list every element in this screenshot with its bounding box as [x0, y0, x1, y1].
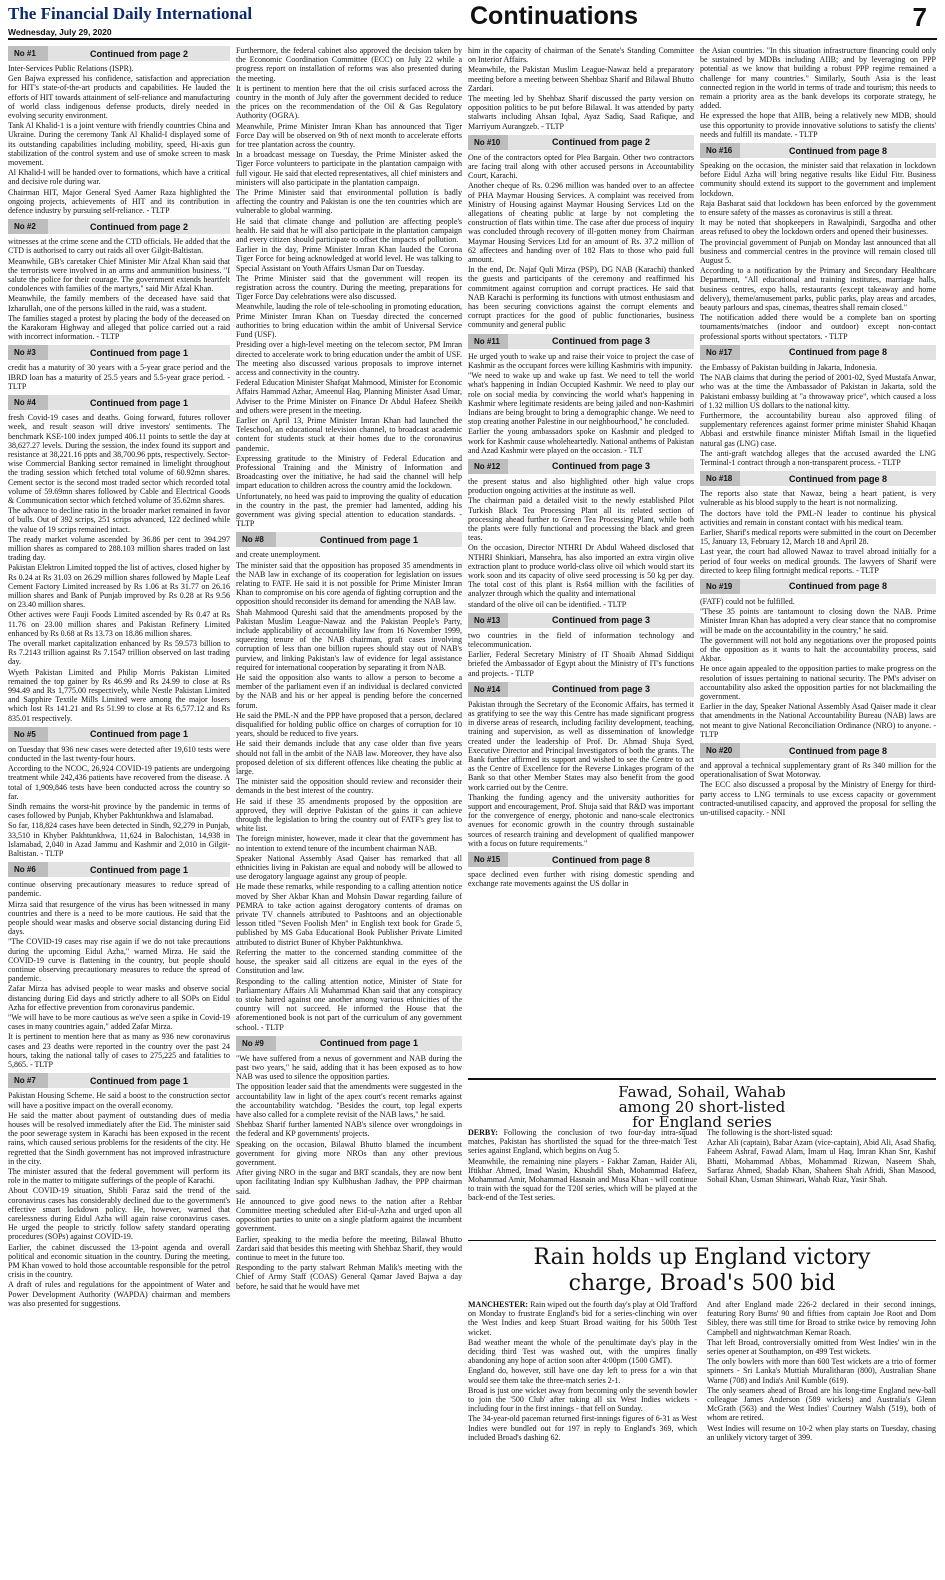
column-3	[468, 46, 694, 1124]
paragraph: "We need to wake up and wake up fast. We need to tell the world what's happening in Indian Occupied Kashmir. We need to play our role on social media by convincing the world what's happening in Kashmir where legitimate residents are being jailed and non-Kashmiri Indians are being brought to bring a demographic change. We need to stop creating another Palestine in our neighbourhood," he concluded.	[468, 371, 694, 427]
paragraph: He announced to give good news to the nation after a Rehbar Committee meeting scheduled after Eid-ul-Azha and urged upon all opposition parties to unite on a single platform against the incumbent government.	[236, 1196, 462, 1234]
paragraph: The only seamers ahead of Broad are his long-time England new-ball colleague James Anderson (589 wickets) and Australia's Glenn McGrath (563) and the West Indies' Courtney Walsh (519), both of whom are retired.	[707, 1385, 936, 1423]
story	[8, 395, 230, 723]
paragraph	[468, 1300, 697, 1337]
paragraph: The chairman paid a detailed visit to the newly established Pilot Turkish Black Tea Processing Plant all its related section of processing ahead further to Green Tea Processing Plant, while both the plants were fully functional and processing the black and green teas.	[468, 496, 694, 543]
story	[8, 1073, 230, 1308]
paragraph: The Prime Minister said that environmental pollution is badly affecting the country and Pakistan is one the ten countries which are vulnerable to global warming.	[236, 188, 462, 216]
paragraph: Furthermore, the federal cabinet also approved the decision taken by the Economic Coordination Committee (ECC) on July 22 while a progress report on installation of reforms was also presented during the meeting.	[236, 46, 462, 83]
paragraph: He said the matter about payment of outstanding dues of media houses will be resolved immediately after the Eid. The minister said the poor sewerage system in Karachi has been exposed in the recent rains, which caused serious problems for the residents of the city. He regretted that the Sindh government has not improved infrastructure in the city.	[8, 1110, 230, 1166]
section-title: Continuations	[470, 2, 639, 30]
paragraph: the Asian countries. "In this situation infrastructure financing could only be sustained by MDBs including AIIB; and by leveraging on PPP potential as we know that building a robust PPP regime remained a challenge for many countries." Similarly, South Asia is the least connected region in the world in terms of trade and tourism; this needs to remain a priority area as the bank develops its corporate strategy, he added.	[700, 46, 936, 111]
paragraph: continue observing precautionary measures to reduce spread of pandemic.	[8, 880, 230, 899]
story	[700, 471, 936, 575]
paragraph: Responding to the party stalwart Rehman Malik's meeting with the Chief of Army Staff (COAS) General Qamar Javed Bajwa a day before, he said that he would have met	[236, 1263, 462, 1291]
paragraph: He said their demands include that any case older than five years should not fall in the ambit of the NAB law. Moreover, they have also proposed deletion of six different offences like cheating the public at large.	[236, 739, 462, 777]
paragraph: He said the PML-N and the PPP have proposed that a person, declared disqualified for holding public office on charges of corruption for 10 years, should be reduced to five years.	[236, 710, 462, 739]
paragraph	[468, 1128, 697, 1156]
headline-line: Rain holds up England victory	[533, 1245, 871, 1270]
paragraph: Chairman HIT, Major General Syed Aamer Raza highlighted the ongoing projects, achievements of HIT and its contribution in defence industry by pursuing self-reliance. - TLTP	[8, 187, 230, 216]
story	[8, 862, 230, 1069]
paragraph: the Embassy of Pakistan building in Jakarta, Indonesia.	[700, 362, 878, 372]
headline-line: charge, Broad's 500 bid	[568, 1271, 836, 1296]
paragraph: The ready market volume ascended by 36.86 per cent to 394.297 million shares as compared to 288.103 million shares traded on last trading day.	[8, 534, 230, 563]
paragraph: Responding to the calling attention notice, Minister of State for Parliamentary Affairs Ali Muhammad Khan said that any conspiracy to stoke hatred against one another among various ethnicities of the country will not succeed. He informed the House that the aforementioned book is not part of the curriculum of any government school. - TLTP	[236, 976, 462, 1032]
continued-label: Continued from page 3	[551, 615, 650, 626]
continued-label: Continued from page 3	[551, 336, 650, 347]
story-header[interactable]	[468, 613, 694, 628]
paragraph: The overall market capitalization enhanced by Rs 59.573 billion to Rs 7.2143 trillion against Rs 7.1547 trillion observed on last trading day.	[8, 638, 230, 667]
paragraph: He said that climate change and pollution are affecting people's health. He said that he will also participate in the plantation campaign and every citizen should participate to offset the impacts of pollution.	[236, 216, 462, 245]
story-number: No #15	[468, 852, 508, 867]
paragraph: Meanwhile, the remaining nine players - Fakhar Zaman, Haider Ali, Iftikhar Ahmed, Imad Wasim, Khushdil Shah, Mohammad Hafeez, Mohammad Amir, Mohammad Hasnain and Musa Khan - will continue to train with the squad for the T20I series, which will be played at the back-end of the Test series.	[468, 1156, 697, 1203]
story-number: No #1	[8, 46, 48, 61]
paragraph: Shehbaz Sharif further lamented NAB's silence over wrongdoings in the federal and KP governments' projects.	[236, 1120, 462, 1139]
headline-line: Fawad, Sohail, Wahab	[618, 1083, 786, 1101]
paragraph: Last year, the court had allowed Nawaz to travel abroad initially for a period of four weeks on medical grounds. The lawyers of Sharif were directed to keep filing fortnight medical reports. - TLTP	[700, 547, 936, 575]
paragraph: Pakistan Housing Scheme. He said a boost to the construction sector will have a positive impact on the overall economy.	[8, 1091, 230, 1110]
paragraph: Earlier in the day, Speaker National Assembly Asad Qaiser made it clear that amendments in the National Accountability Bureau (NAB) laws are not meant to give National Reconciliation Ordinance (NRO) to anyone. - TLTP	[700, 702, 936, 739]
paragraph: Speaking on the occasion, Bilawal Bhutto blamed the incumbent government for giving more NROs than any other previous government.	[236, 1139, 462, 1167]
paragraph: The only bowlers with more than 600 Test wickets are a trio of former spinners - Sri Lanka's Muttiah Muralitharan (800), Australian Shane Warne (708) and India's Anil Kumble (619).	[707, 1357, 936, 1385]
paragraph: Gen Bajwa expressed his confidence, satisfaction and appreciation for HIT's state-of-the-art products and capabilities. He lauded the efforts of HIT towards attainment of self-reliance and manufacturing of world class indigenous defense products, direly needed in evolving security environment.	[8, 74, 230, 121]
paragraph: The advance to decline ratio in the broader market remained in favor of bulls. Out of 392 scrips, 251 scrips advanced, 122 declined while the value of 19 scrips remained intact.	[8, 506, 230, 534]
paragraph: It is pertinent to mention here that the oil crisis surfaced across the country in the month of July after the government decided to reduce the prices on the recommendation of the Oil & Gas Regulatory Authority (OGRA).	[236, 83, 462, 121]
page-number: 7	[912, 2, 927, 32]
paragraph: "The COVID-19 cases may rise again if we do not take precautions during the upcoming Eidul Azha," warned Mirza. He said the COVID-19 curve is flattening in the country, but people should continue observing precautionary measures to reduce the spread of pandemic.	[8, 937, 230, 984]
continued-label: Continued from page 1	[89, 864, 188, 875]
story-number: No #20	[700, 743, 740, 758]
continued-label: Continued from page 2	[89, 221, 188, 232]
story-header[interactable]	[700, 471, 936, 486]
paragraph: West Indies will resume on 10-2 when play starts on Tuesday, chasing an unlikely victory target of 399.	[707, 1423, 936, 1442]
continued-label: Continued from page 3	[551, 684, 650, 695]
story	[236, 1036, 462, 1291]
paragraph: fresh Covid-19 cases and deaths. Going forward, futures rollover week, and result season will drive investors' sentiments. The benchmark KSE-100 index jumped 406.11 points to settle the day at 38,627.27 levels. During the session, the index found its support and resistance at 38,221.16 ppts and 38,700.96 ppts, respectively. Sector-wise Commercial Banking sector remained in limelight throughout the trading session which fetched total volume of 60.92mn shares. Cement sector is the second most traded sector which recorded total volume of 59.69mn shares followed by Cable and Electrical Goods & Communication sector which fetched volume of 35.62mn shares.	[8, 413, 230, 505]
story-header[interactable]	[8, 345, 230, 360]
paragraph: England do, however, still have one day left to press for a win that would see them take the three-match series 2-1.	[468, 1366, 697, 1385]
paragraph: According to the NCOC, 26,924 COVID-19 patients are undergoing treatment while 242,436 patients have recovered from the disease. A total of 1,909,846 tests have been conducted across the country so far.	[8, 764, 230, 801]
paragraph: The notification added there would be a complete ban on sporting tournaments/matches (indoor and outdoor) except non-contact professional sports without spectators. - TLTP	[700, 313, 936, 341]
story-header[interactable]	[468, 852, 694, 867]
paragraph: Federal Education Minister Shafqat Mahmood, Minister for Economic Affairs Hammad Azhar, Ameenul Haq, Planning Minister Asad Umar, Adviser to the Prime Minister on Finance Dr Abdul Hafeez Sheikh and others were present in the meeting.	[236, 378, 462, 415]
paragraph: on Tuesday that 936 new cases were detected after 19,610 tests were conducted in the last twenty-four hours.	[8, 744, 230, 763]
paragraph: Mirza said that resurgence of the virus has been witnessed in many countries and there is a need to be more cautious. He said that the people should wear masks and observe social distancing during Eid days.	[8, 899, 230, 937]
paragraph: The opposition leader said that the amendments were suggested in the accountability law in light of the apex court's recent remarks against the accountability watchdog. "Besides the court, top legal experts have also called for a complete revisit of the NAB laws," he said.	[236, 1082, 462, 1119]
story	[8, 46, 230, 215]
story-number: No #17	[700, 345, 740, 360]
paragraph: About COVID-19 situation, Shibli Faraz said the trend of the coronavirus cases has considerably declined due to the government's effective smart lockdown policy. He, however, warned that carelessness during Eidul Azha will again raise coronavirus cases. He urged the people to strictly follow safety standard operating procedures (SOPs) against COVID-19.	[8, 1186, 230, 1242]
paragraph: So far, 118,824 cases have been detected in Sindh, 92,279 in Punjab, 33,510 in Khyber Pakhtunkhwa, 11,624 in Balochistan, 14,938 in Islamabad, 2,040 in Azad Jammu and Kashmir and 2,010 in Gilgit-Baltistan. - TLTP	[8, 821, 230, 859]
story	[468, 334, 694, 455]
paragraph: After giving NRO in the sugar and BRT scandals, they are now bent upon facilitating Indian spy Kulbhushan Jadhav, the PPP chairman said.	[236, 1168, 462, 1196]
story-header[interactable]	[468, 459, 694, 474]
story	[8, 219, 230, 341]
continued-label: Continued from page 8	[788, 145, 887, 156]
paragraph: Shah Mahmood Qureshi said that the amendments proposed by the Pakistan Muslim League-Nawaz and the Pakistan People's Party, include applicability of accountability law from 16 November 1999, squeezing tenure of the NAB chairman, graft cases involving corruption of less than one billion rupees should stay out of NAB's purview, and linking Pakistan's law of evidence for legal assistance required for international cooperation by separating it from NAB.	[236, 607, 462, 672]
story-number: No #3	[8, 345, 48, 360]
column-1	[8, 46, 230, 1574]
story-header[interactable]	[468, 682, 694, 697]
paragraph: According to a notification by the Primary and Secondary Healthcare Department, "All educational and training institutes, marriage halls, business centres, expo halls, restaurants (except takeaway and home delivery), theme/amusement parks, public parks, play areas and arcades, beauty parlours and spas, cinemas, theatres shall remain closed."	[700, 266, 936, 313]
masthead-rule	[8, 38, 937, 40]
paragraph: standard of the olive oil can be identified. - TLTP	[468, 599, 627, 609]
paragraph: Earlier, speaking to the media before the meeting, Bilawal Bhutto Zardari said that besides this meeting with Shehbaz Sharif, they would continue to meet in the future too.	[236, 1234, 462, 1262]
paragraph: him in the capacity of chairman of the Senate's Standing Committee on Interior Affairs.	[468, 46, 694, 65]
paragraph: Tank Al Khalid-1 is a joint venture with friendly countries China and Ukraine. During the ceremony Tank Al Khalid-I displayed some of its outstanding capabilities including mobility, speed, Hi-axis gun stabilization of the control system and use of smoke screen to mask movement.	[8, 121, 230, 168]
paragraph: (FATF) could not be fulfilled.	[700, 596, 795, 606]
story-header[interactable]	[8, 46, 230, 61]
dateline: MANCHESTER:	[468, 1300, 529, 1309]
paragraph: He said if these 35 amendments proposed by the opposition are approved, they will deprive Pakistan of the gains it can achieve through the legislation to bring the country out of FATF's grey list to white list.	[236, 796, 462, 834]
story	[700, 743, 936, 817]
paragraph: the present status and also highlighted other high value crops production ongoing activities at the institute as well.	[468, 476, 694, 496]
paragraph: The meeting led by Shehbaz Sharif discussed the party version on opposition politics to be put before Bilawal. It was attended by party stalwarts including Ahsan Iqbal, Ayaz Sadiq, Saad Rafique, and Marriyum Aurangzeb. - TLTP	[468, 94, 694, 131]
story-body	[468, 1300, 936, 1443]
paragraph: Inter-Services Public Relations (ISPR).	[8, 64, 134, 73]
paragraph: Zafar Mirza has advised people to wear masks and observe social distancing during Eid days and strictly adhere to all SOPs on Eidul Azha for effective prevention from coronavirus pandemic.	[8, 984, 230, 1012]
story	[468, 46, 694, 131]
paragraph: Broad is just one wicket away from becoming only the seventh bowler to join the '500 Club' after taking all six West Indies wickets - including four in the first innings - that fell on Sunday.	[468, 1385, 697, 1414]
story-body	[468, 1128, 936, 1203]
paragraph: Pakistan through the Secretary of the Economic Affairs, has termed it as gratifying to see the way this Centre has made significant progress in diverse areas of research, including facility development, teaching, training and supervision, as well as dissemination of knowledge created under the leadership of Prof. Dr. Ahmad Shuja Syed, Executive Director and Principal Investigators of both the grants. The Bank further affirmed its support and wished to see the Centre to act as the Centre of Excellence for the Reverse Linkages program of the Bank so that other Member States may also benefit from the good work carried out by the Centre.	[468, 699, 694, 792]
story	[468, 613, 694, 678]
headline-line: among 20 short-listed	[618, 1098, 786, 1116]
column-4	[700, 46, 936, 1124]
paragraph: The families staged a protest by placing the body of the deceased on the Karakoram Highway and alleged that police carried out a raid with incorrect information. - TLTP	[8, 313, 230, 342]
paragraph: Earlier, Sharif's medical reports were submitted in the court on December 15, January 13, February 12, March 18 and April 28.	[700, 527, 936, 547]
paragraph: Speaking on the occasion, the minister said that relaxation in lockdown before Eidul Azha will bring negative results like Eidul Fitr. Business community should extend its support to the government and implement lockdown.	[700, 161, 936, 198]
story-header[interactable]	[700, 143, 936, 158]
paragraph: Bad weather meant the whole of the penultimate day's play in the deciding third Test was washed out, with the umpires finally abandoning any hope of action soon after 4:00pm (1500 GMT).	[468, 1337, 697, 1366]
paragraph: Al Khalid-I will be handed over to formations, which have a critical and decisive role during war.	[8, 168, 230, 187]
story-number: No #12	[468, 459, 508, 474]
paragraph: Thanking the funding agency and the university authorities for support and encouragement, Prof. Shuja said that R&D was important for the convergence of energy, photonic and nano-scale electronics avenues for economic growth in the country through sustainable sources of research training and development of qualified manpower with a focus on future requirements."	[468, 792, 694, 848]
story-header[interactable]	[8, 1073, 230, 1088]
story-header[interactable]	[8, 219, 230, 234]
paragraph: and create unemployment.	[236, 550, 321, 560]
story-number: No #9	[236, 1036, 276, 1051]
continued-label: Continued from page 8	[788, 347, 887, 358]
story-header[interactable]	[8, 395, 230, 410]
paragraph: Raja Basharat said that lockdown has been enforced by the government to ensure safety of the masses as coronavirus is still a threat.	[700, 198, 936, 218]
paragraph: space declined even further with rising domestic spending and exchange rate movements against the US dollar in	[468, 870, 694, 889]
story-number: No #13	[468, 613, 508, 628]
paragraph: The Prime Minister said that the government will reopen its registration across the country. During the meeting, preparations for Tiger Force Day celebrations were also discussed.	[236, 273, 462, 302]
paragraph: Meanwhile, Prime Minister Imran Khan has announced that Tiger Force Day will be observed on 9th of next month to accelerate efforts for tree plantation across the country.	[236, 121, 462, 150]
paragraph: The minister said that the opposition has proposed 35 amendments in the NAB law in exchange of its cooperation for legislation on issues relating to FATF. He said it is not possible for Prime Minister Imran Khan to compromise on his core agenda of fighting corruption and the opposition should reconsider its demand for amending the NAB law.	[236, 560, 462, 607]
story-number: No #5	[8, 727, 48, 742]
paragraph: Earlier on April 13, Prime Minister Imran Khan had launched the Teleschool, an educational television channel, to broadcast academic content for students stuck at their homes due to the coronavirus pandemic.	[236, 415, 462, 453]
paragraph: In a broadcast message on Tuesday, the Prime Minister asked the Tiger Force volunteers to participate in the plantation campaign with full vigour. He said that elected representatives, all chief ministers and ministers will also participate in the plantation campaign.	[236, 150, 462, 187]
continued-label: Continued from page 8	[788, 581, 887, 592]
continued-label: Continued from page 1	[89, 347, 188, 358]
paragraph: Pakistan Elektron Limited topped the list of actives, closed higher by Rs 0.24 at Rs 31.03 on 26.29 million shares followed by Maple Leaf Cement Factory Limited increased by Rs 1.06 at Rs 31.77 on 26.16 million shares and Bank of Punjab improved by Rs 0.28 at Rs 9.56 on 23.40 million shares.	[8, 563, 230, 610]
story-header[interactable]	[8, 862, 230, 877]
paragraph: Unfortunately, no heed was paid to improving the quality of education in the country in the past, the premier had lamented, adding his government was giving special attention to education standards. - TLTP	[236, 491, 462, 529]
paragraph: Azhar Ali (captain), Babar Azam (vice-captain), Abid Ali, Asad Shafiq, Faheem Ashraf, Fawad Alam, Imam ul Haq, Imran Khan Snr, Kashif Bhatti, Mohammad Abbas, Mohammad Rizwan, Naseem Shah, Sarfaraz Ahmed, Shadab Khan, Shaheen Shah Afridi, Shan Masood, Sohail Khan, Usman Shinwari, Wahab Riaz, Yasir Shah.	[707, 1138, 936, 1185]
story	[8, 345, 230, 391]
paragraph: He expressed the hope that AIIB, being a relatively new MDB, should use this opportunity to provide innovative solutions to satisfy the clients' needs and fulfill its mandate. - TLTP	[700, 111, 936, 139]
continued-label: Continued from page 8	[551, 854, 650, 865]
paragraph: credit has a maturity of 30 years with a 5-year grace period and the IBRD loan has a maturity of 25.5 years and 5.5-year grace period. - TLTP	[8, 363, 230, 391]
paragraph: It may be noted that shopkeepers in Rawalpindi, Sargodha and other areas refused to obey the lockdown orders and opened their businesses.	[700, 218, 936, 237]
paragraph: The provincial government of Punjab on Monday last announced that all business and commercial centres in the province will remain closed till August 5.	[700, 237, 936, 266]
paragraph: That left Broad, controversially omitted from West Indies' win in the series opener at Southampton, on 499 Test wickets.	[707, 1337, 936, 1357]
masthead	[0, 0, 945, 40]
paragraph: The 34-year-old paceman returned first-innings figures of 6-31 as West Indies were bundled out for 197 in reply to England's 369, which included Broad's dashing 62.	[468, 1414, 697, 1442]
column-2	[236, 46, 462, 1574]
paragraph: and approval a technical supplementary grant of Rs 340 million for the operationalisation of Swat Motorway.	[700, 761, 936, 780]
story-number: No #14	[468, 682, 508, 697]
story-header[interactable]	[700, 345, 936, 360]
paragraph: He said the opposition also wants to allow a person to become a member of the parliament even if an individual is declared convicted by the NAB and his or her appeal is pending before the concerned forum.	[236, 673, 462, 710]
story	[468, 682, 694, 848]
continued-label: Continued from page 1	[89, 1075, 188, 1086]
story-number: No #2	[8, 219, 48, 234]
continued-label: Continued from page 1	[319, 534, 418, 545]
continued-label: Continued from page 8	[788, 745, 887, 756]
paragraph: Sindh remains the worst-hit province by the pandemic in terms of cases followed by Punjab, Khyber Pakhtunkhwa and Islamabad.	[8, 802, 230, 821]
story-header[interactable]	[700, 743, 936, 758]
story	[700, 579, 936, 739]
paper-name[interactable]: The Financial Daily International	[8, 4, 253, 23]
story-number: No #6	[8, 862, 48, 877]
story-header[interactable]	[468, 334, 694, 349]
paragraph: Earlier, Federal Secretary Ministry of IT Shoaib Ahmad Siddiqui briefed the Ambassador of Egypt about the Ministry of IT's functions and projects. - TLTP	[468, 650, 694, 678]
story-header[interactable]	[8, 727, 230, 742]
paragraph: He once again appealed to the opposition parties to make progress on the resolution of issues pertaining to national security. The PM's adviser on accountability also asked the opposition parties for not blackmailing the government.	[700, 664, 936, 701]
paragraph-text: Following the conclusion of two four-day intra-squad matches, Pakistan has shortlisted the squad for the three-match Test series against England, which begins on Aug 5.	[468, 1128, 697, 1156]
paragraph: The government will not hold any negotiations over the proposed points of the opposition as it wants to halt the accountability process, said Akbar.	[700, 635, 936, 664]
paragraph: The following is the short-listed squad:	[707, 1128, 833, 1137]
paragraph: The reports also state that Nawaz, being a heart patient, is very vulnerable as his blood supply to the heart is not normalizing.	[700, 489, 936, 508]
paragraph: It is pertinent to mention here that as many as 936 new coronavirus cases and 23 deaths were reported in the country over the past 24 hours, taking the national tally of cases to 275,225 and fatalities to 5,865. - TLTP	[8, 1032, 230, 1070]
continued-label: Continued from page 3	[551, 461, 650, 472]
paragraph: Expressing gratitude to the Ministry of Federal Education and Professional Training and the Ministry of Information and Broadcasting over the initiative, he had said the channel will help impart education to children across the country amid the lockdown.	[236, 453, 462, 491]
paragraph: Earlier, the cabinet discussed the 13-point agenda and overall political and economic situation in the country. During the meeting, PM Khan vowed to hold those accountable responsible for the petrol crisis in the country.	[8, 1242, 230, 1280]
continued-label: Continued from page 1	[89, 729, 188, 740]
paragraph: The NAB claims that during the period of 2001-02, Syed Mustafa Anwar, who was at the time the Ambassador of Pakistan in Jakarta, sold the Pakistani embassy building at "a throwaway price", which caused a loss of 1.32 million US dollars to the national kitty.	[700, 373, 936, 410]
paragraph: The minister assured that the federal government will perform its role in the matter to mitigate sufferings of the people of Karachi.	[8, 1166, 230, 1186]
story	[236, 46, 462, 528]
paragraph: two countries in the field of information technology and telecommunication.	[468, 630, 694, 649]
paragraph: Wyeth Pakistan Limited and Philip Morris Pakistan Limited remained the top gainer by Rs 46.99 and Rs 24.99 to close at Rs 994.49 and Rs 1,775.00 respectively, while Nestle Pakistan Limited and Sapphire Textile Mills Limited were among the major losers which lost Rs 141.21 and Rs 51.99 to close at Rs 6,577.12 and Rs 835.01 respectively.	[8, 667, 230, 723]
headline-line: for England series	[632, 1113, 772, 1131]
paragraph: The foreign minister, however, made it clear that the government has no intention to extend tenure of the incumbent chairman NAB.	[236, 834, 462, 853]
paragraph-text: Rain wiped out the fourth day's play at Old Trafford on Monday to frustrate England's bid for a series-clinching win over the West Indies and keep Stuart Broad waiting for his 500th Test wicket.	[468, 1300, 697, 1337]
story-number: No #8	[236, 532, 276, 547]
paragraph: A draft of rules and regulations for the appointment of Water and Power Development Authority (WAPDA) chairman and members was also presented for suggestions.	[8, 1280, 230, 1308]
story	[468, 459, 694, 609]
paragraph: The minister said the opposition should review and reconsider their demands in the best interest of the country.	[236, 777, 462, 796]
story	[236, 532, 462, 1031]
story	[468, 135, 694, 330]
story	[700, 143, 936, 341]
paragraph: In the end, Dr. Najaf Quli Mirza (PSP), DG NAB (Karachi) thanked the guests and participants of the ceremony and reaffirmed his commitment against corruption and corrupt practices. He said that NAB Karachi is performing its functions with utmost enthusiasm and has been securing convictions against the corrupt elements and corrupt practices for the good of public functionaries, business community and general public	[468, 265, 694, 330]
paragraph: One of the contractors opted for Plea Bargain. Other two contractors are facing trail along with other accused persons in Accountability Court, Karachi.	[468, 152, 694, 181]
story-header[interactable]	[700, 579, 936, 594]
continued-label: Continued from page 8	[788, 473, 887, 484]
paragraph: The ECC also discussed a proposal by the Ministry of Energy for third-party access to LNG terminals to use excess capacity or government contracted-unutilised capacity, and approved the proposal for selling the un-utilised capacity. - NNI	[700, 780, 936, 818]
masthead-left	[8, 4, 308, 37]
paragraph: "These 35 points are tantamount to closing down the NAB. Prime Minister Imran Khan has adopted a very clear stance that no compromise will be made on the accountability in the country," he said.	[700, 607, 936, 635]
story	[700, 46, 936, 139]
paragraph: The doctors have told the PML-N leader to continue his physical activities and remain in constant contact with his medical team.	[700, 508, 936, 527]
sports-story-1	[468, 1128, 936, 1240]
paragraph: "We will have to be more cautious as we've seen a spike in Covid-19 cases in many countries again," added Zafar Mirza.	[8, 1013, 230, 1032]
paragraph: Speaker National Assembly Asad Qaiser has remarked that all ethnicities living in Pakistan are equal and nobody will be allowed to use derogatory language against any group of people.	[236, 853, 462, 882]
story	[8, 727, 230, 858]
paragraph: Meanwhile, the Pakistan Muslim League-Nawaz held a preparatory meeting before a meeting between Shehbaz Sharif and Bilawal Bhutto Zardari.	[468, 65, 694, 93]
sports-headline-1[interactable]	[468, 1078, 936, 1131]
sports-headline-2[interactable]	[468, 1240, 936, 1300]
paragraph: Meanwhile, GB's caretaker Chief Minister Mir Afzal Khan said that the terrorists were involved in an arms and ammunition business. "I salute the police for their courage. The government extends heartfelt condolences with families of the martyrs," said Mir Afzal Khan.	[8, 256, 230, 294]
paragraph: He made these remarks, while responding to a calling attention notice moved by Sher Akbar Khan and Mohsin Dawar regarding failure of PEMRA to take action against derogatory contents of dramas on private TV channels attributed to Pashtoons and an objectionable lesson titled "Seven Foolish Men" in English text book for Grade 5, published by MS Gaba Educational Book Publisher Private Limited attributed to district Buner of Khyber Pakhtunkhwa.	[236, 882, 462, 947]
sports-story-2	[468, 1300, 936, 1574]
story-header[interactable]	[236, 532, 462, 547]
continued-label: Continued from page 2	[89, 48, 188, 59]
paragraph: Other actives were Fauji Foods Limited ascended by Rs 0.47 at Rs 11.76 on 23.00 million shares and Pakistan Refinery Limited enhanced by Rs 0.68 at Rs 13.73 on 18.86 million shares.	[8, 610, 230, 638]
paragraph: The anti-graft watchdog alleges that the accused awarded the LNG Terminal-1 contract through a non-transparent process. - TLTP	[700, 448, 936, 467]
paragraph: Presiding over a high-level meeting on the telecom sector, PM Imran directed to accelerate work to bring education under the ambit of USF. The meeting also discussed various proposals to improve internet access and connectivity in the country.	[236, 340, 462, 377]
story	[468, 852, 694, 888]
paragraph: Another cheque of Rs. 0.296 million was handed over to an affectee of PHA Maymar Housing Services. A complaint was received from Ministry of Housing against Maymar Housing Services Ltd on the allegations of cheating public at large by not completing the construction of flats within time. The case after due process of inquiry was concluded through recovery of ill-gotten money from Chairman Maymar Housing Services Ltd for an amount of Rs. 37.2 million of 62 affectees and handing over of 182 Flats to those who paid full amount.	[468, 181, 694, 265]
paragraph: Meanwhile, the family members of the deceased have said that Izharullah, one of the persons killed in the raid, was a student.	[8, 294, 230, 313]
paragraph: Furthermore, the accountability bureau also approved filing of supplementary references against former prime minister Shahid Khaqan Abbasi and erstwhile finance minister Miftah Ismail in the liquefied natural gas (LNG) case.	[700, 410, 936, 448]
paragraph: "We have suffered from a nexus of government and NAB during the past two years," he said, adding that it has been exposed as to how NAB was used to silence the opposition parties.	[236, 1053, 462, 1082]
story-header[interactable]	[468, 135, 694, 150]
paragraph: Referring the matter to the concerned standing committee of the house, the speaker said all citizens are equal in the eyes of the Constitution and law.	[236, 947, 462, 976]
paper-date: Wednesday, July 29, 2020	[8, 27, 112, 37]
story-header[interactable]	[236, 1036, 462, 1051]
story-number: No #19	[700, 579, 740, 594]
continued-label: Continued from page 2	[551, 137, 650, 148]
story-number: No #18	[700, 471, 740, 486]
story	[700, 345, 936, 467]
paragraph: He urged youth to wake up and raise their voice to project the case of Kashmir as the occupant forces were killing Kashmiris with impunity.	[468, 351, 694, 370]
paragraph: On the occasion, Director NTHRI Dr Abdul Waheed disclosed that NTHRI Shinkiari, Mansehra, has also imported an extra virgin olive extraction plant to produce world-class olive oil which would start its work soon and its capacity of olive seed processing is 50 kg per day. The total cost of this plant is Rs64 million with the facilities of analyzer through which the quality and international	[468, 543, 694, 599]
paragraph: Earlier in the day, Prime Minister Imran Khan lauded the Corona Tiger Force for being acknowledged at world level. He was talking to Special Assistant on Youth Affairs Usman Dar on Tuesday.	[236, 245, 462, 273]
story-number: No #16	[700, 143, 740, 158]
continued-label: Continued from page 1	[89, 397, 188, 408]
story-number: No #4	[8, 395, 48, 410]
story-number: No #7	[8, 1073, 48, 1088]
paragraph: Earlier the young ambassadors spoke on Kashmir and pledged to work for Kashmir cause wholeheartedly. National anthems of Pakistan and Azad Kashmir were played on the occasion. - TLT	[468, 427, 694, 455]
story-number: No #11	[468, 334, 508, 349]
story-number: No #10	[468, 135, 508, 150]
paragraph: Meanwhile, lauding the role of tele-schooling in promoting education, Prime Minister Imran Khan on Tuesday directed the concerned authorities to bring education within the ambit of Universal Service Fund (USF).	[236, 302, 462, 340]
continued-label: Continued from page 1	[319, 1038, 418, 1049]
dateline: DERBY:	[468, 1128, 498, 1137]
paragraph: witnesses at the crime scene and the CTD officials. He added that the CTD is authorised to carry out raids all over Gilgit-Baltistan.	[8, 237, 230, 256]
paragraph: And after England made 226-2 declared in their second innings, featuring Rory Burns' 90 and fifties from captain Joe Root and Dom Sibley, there was still time for Broad to strike twice by removing John Campbell and nightwatchman Kemar Roach.	[707, 1300, 936, 1337]
